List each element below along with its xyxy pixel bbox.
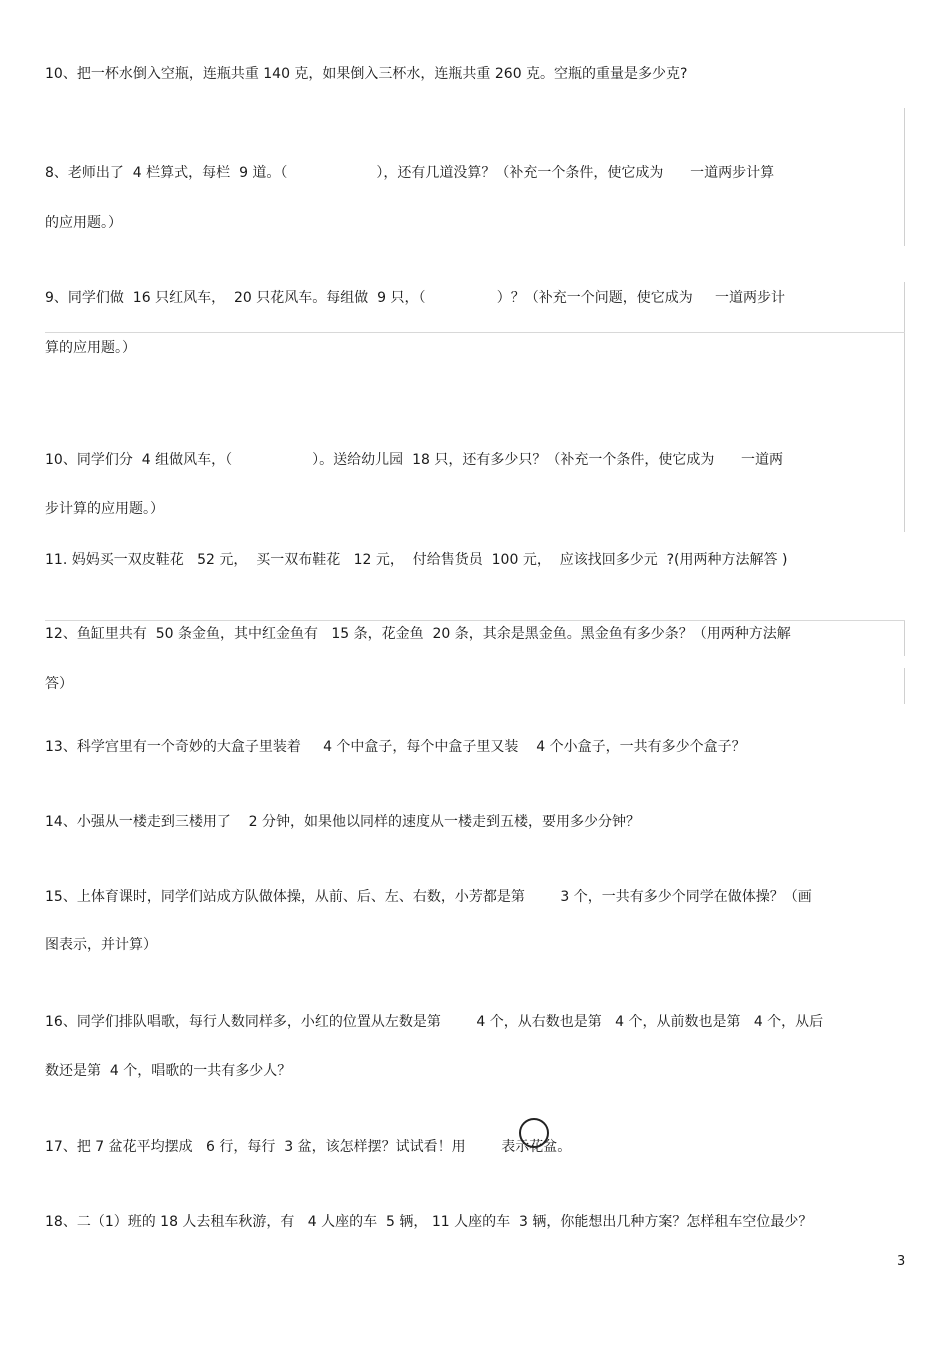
problem-14-line: 14、小强从一楼走到三楼用了 2 分钟，如果他以同样的速度从一楼走到五楼，要用多少分钟？ [45,814,640,830]
scan-edge-line [45,620,905,621]
scan-edge-line [904,108,905,246]
scan-edge-line [904,620,905,656]
problem-10a-line: 10、把一杯水倒入空瓶，连瓶共重 140 克，如果倒入三杯水，连瓶共重 260 克。空瓶的重量是多少克? [45,66,688,82]
problem-13-line: 13、科学宫里有一个奇妙的大盒子里装着 4 个中盒子，每个中盒子里又装 4 个小盒子，一共有多少个盒子？ [45,739,746,755]
problem-18-line: 18、二（1）班的 18 人去租车秋游，有 4 人座的车 5 辆， 11 人座的车 3 辆，你能想出几种方案？怎样租车空位最少？ [45,1214,813,1230]
problem-8-line-2: 的应用题。） [45,215,122,231]
problem-15-line-1: 15、上体育课时，同学们站成方队做体操，从前、后、左、右数，小芳都是第 3 个，一共有多少个同学在做体操？（画 [45,889,812,905]
problem-10b-line-1: 10、同学们分 4 组做风车，（ ）。送给幼儿园 18 只，还有多少只？（补充一个条件，使它成为 一道两 [45,452,784,468]
page-number: 3 [897,1254,906,1269]
problem-12-line-2: 答） [45,676,73,692]
problem-17-line: 17、把 7 盆花平均摆成 6 行，每行 3 盆，该怎样摆？试试看！用 表示花盆。 [45,1139,572,1155]
problem-9-line-2: 算的应用题。） [45,340,136,356]
flowerpot-circle-icon [519,1118,549,1148]
problem-9-line-1: 9、同学们做 16 只红风车， 20 只花风车。每组做 9 只，（ ）？（补充一个问题，使它成为 一道两步计 [45,290,785,306]
problem-8-line-1: 8、老师出了 4 栏算式，每栏 9 道。（ ），还有几道没算？（补充一个条件，使它成为 一道两步计算 [45,165,775,181]
problem-16-line-1: 16、同学们排队唱歌，每行人数同样多，小红的位置从左数是第 4 个，从右数也是第 4 个，从前数也是第 4 个，从后 [45,1014,824,1030]
problem-11-line: 11. 妈妈买一双皮鞋花 52 元， 买一双布鞋花 12 元， 付给售货员 100 元， 应该找回多少元 ?(用两种方法解答 ) [45,552,788,568]
scan-edge-line [904,668,905,704]
problem-15-line-2: 图表示，并计算） [45,937,157,953]
problem-12-line-1: 12、鱼缸里共有 50 条金鱼，其中红金鱼有 15 条，花金鱼 20 条，其余是黑金鱼。黑金鱼有多少条？（用两种方法解 [45,626,791,642]
problem-16-line-2: 数还是第 4 个，唱歌的一共有多少人？ [45,1063,292,1079]
scan-edge-line [45,332,905,333]
problem-10b-line-2: 步计算的应用题。） [45,501,164,517]
scan-edge-line [904,282,905,532]
